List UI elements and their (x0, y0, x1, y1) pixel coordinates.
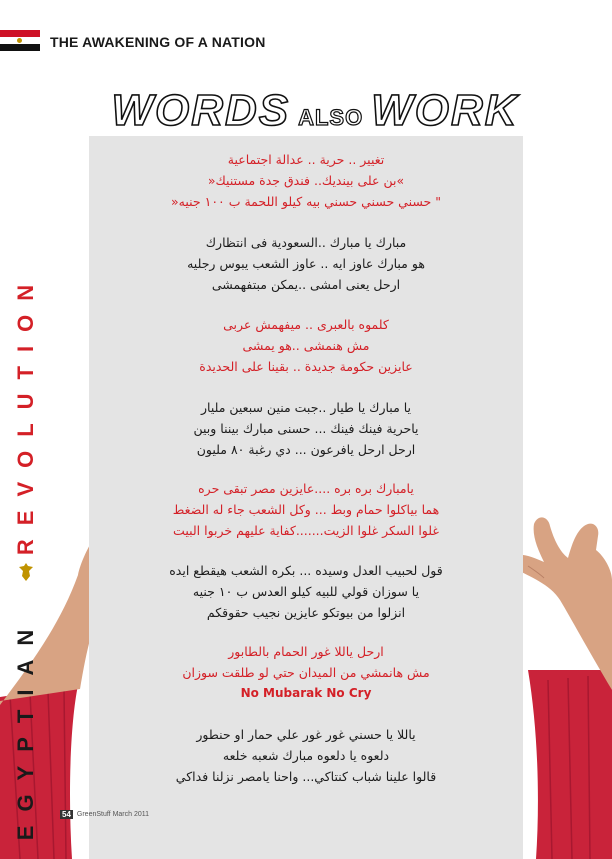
stanza-4 (89, 397, 523, 460)
stanza-line: يامبارك بره بره ....عايزين مصر تبقى حره (198, 481, 414, 496)
stanza-6 (89, 560, 523, 623)
egypt-flag-icon (0, 30, 40, 51)
stanza-line: " حسني حسني حسني بيه كيلو اللحمة ب ١٠٠ جنيه« (171, 194, 441, 209)
english-slogan: No Mubarak No Cry (240, 686, 372, 700)
title-word-3: WORK (371, 86, 519, 135)
page-title (95, 86, 535, 135)
stanza-line: قالوا علينا شباب كنتاكي... واحنا يامصر نزلنا فداكي (175, 769, 437, 784)
section-title: THE AWAKENING OF A NATION (50, 34, 266, 50)
stanza-5 (89, 478, 523, 541)
stanza-line: دلعوه يا دلعوه مبارك شعبه خلعه (222, 748, 390, 763)
footer-text: GreenStuff March 2011 (76, 811, 150, 818)
stanza-line: يا مبارك يا طيار ..جبت منين سبعين مليار (200, 400, 412, 415)
side-label-revolution: REVOLUTION (13, 270, 38, 556)
stanza-line: ياحرية فينك فينك ... حسنى مبارك بيننا وبين (193, 421, 419, 436)
stanza-line: كلموه بالعبرى .. ميفهمش عربى (223, 317, 389, 332)
title-word-2: ALSO (298, 105, 364, 130)
stanza-line: مش هانمشي من الميدان حتي لو طلقت سوزان (182, 665, 430, 680)
stanza-line: ياللا يا حسني غور غور علي حمار او حنطور (196, 727, 416, 742)
page-footer (60, 810, 149, 819)
stanza-line: هو مبارك عاوز ايه .. عاوز الشعب يبوس رجليه (187, 256, 425, 271)
stanza-line: ارحل يعنى امشى ..يمكن مبتفهمشى (211, 277, 401, 292)
stanza-line: مبارك يا مبارك ..السعودية فى انتظارك (205, 235, 407, 250)
stanza-line: يا سوزان قولي للبيه كيلو العدس ب ١٠ جنيه (192, 584, 420, 599)
stanza-line: قول لحبيب العدل وسيده ... بكره الشعب هيقطع ايده (169, 563, 443, 578)
stanza-line: هما بياكلوا حمام وبط ... وكل الشعب جاء له الضغط (172, 502, 440, 517)
eagle-of-saladin-icon (18, 562, 34, 582)
stanza-1 (89, 149, 523, 212)
side-label (4, 240, 48, 841)
title-word-1: WORDS (111, 86, 291, 135)
stanza-2 (89, 232, 523, 295)
page-number: 54 (62, 810, 71, 819)
stanza-line: مش هنمشى ..هو يمشى (242, 338, 370, 353)
stanza-line: »بن على بينديك.. فندق جدة مستنيك« (207, 173, 405, 188)
stanza-3 (89, 314, 523, 377)
stanza-7 (89, 641, 523, 704)
stanza-8 (89, 724, 523, 787)
stanza-line: انزلوا من بيوتكو عايزين نجيب حقوقكم (206, 605, 406, 620)
stanza-line: تغيير .. حرية .. عدالة اجتماعية (227, 152, 385, 167)
stanza-line: عايزين حكومة جديدة .. بقينا على الحديدة (199, 359, 413, 374)
stanza-line: ارحل ياللا غور الحمام بالطابور (228, 644, 384, 659)
stanza-line: غلوا السكر غلوا الزيت.......كفاية عليهم خربوا البيت (173, 523, 439, 538)
side-label-egyptian: EGYPTIAN (13, 615, 38, 841)
stanza-line: ارحل ارحل يافرعون ... دي رغبة ٨٠ مليون (196, 442, 416, 457)
